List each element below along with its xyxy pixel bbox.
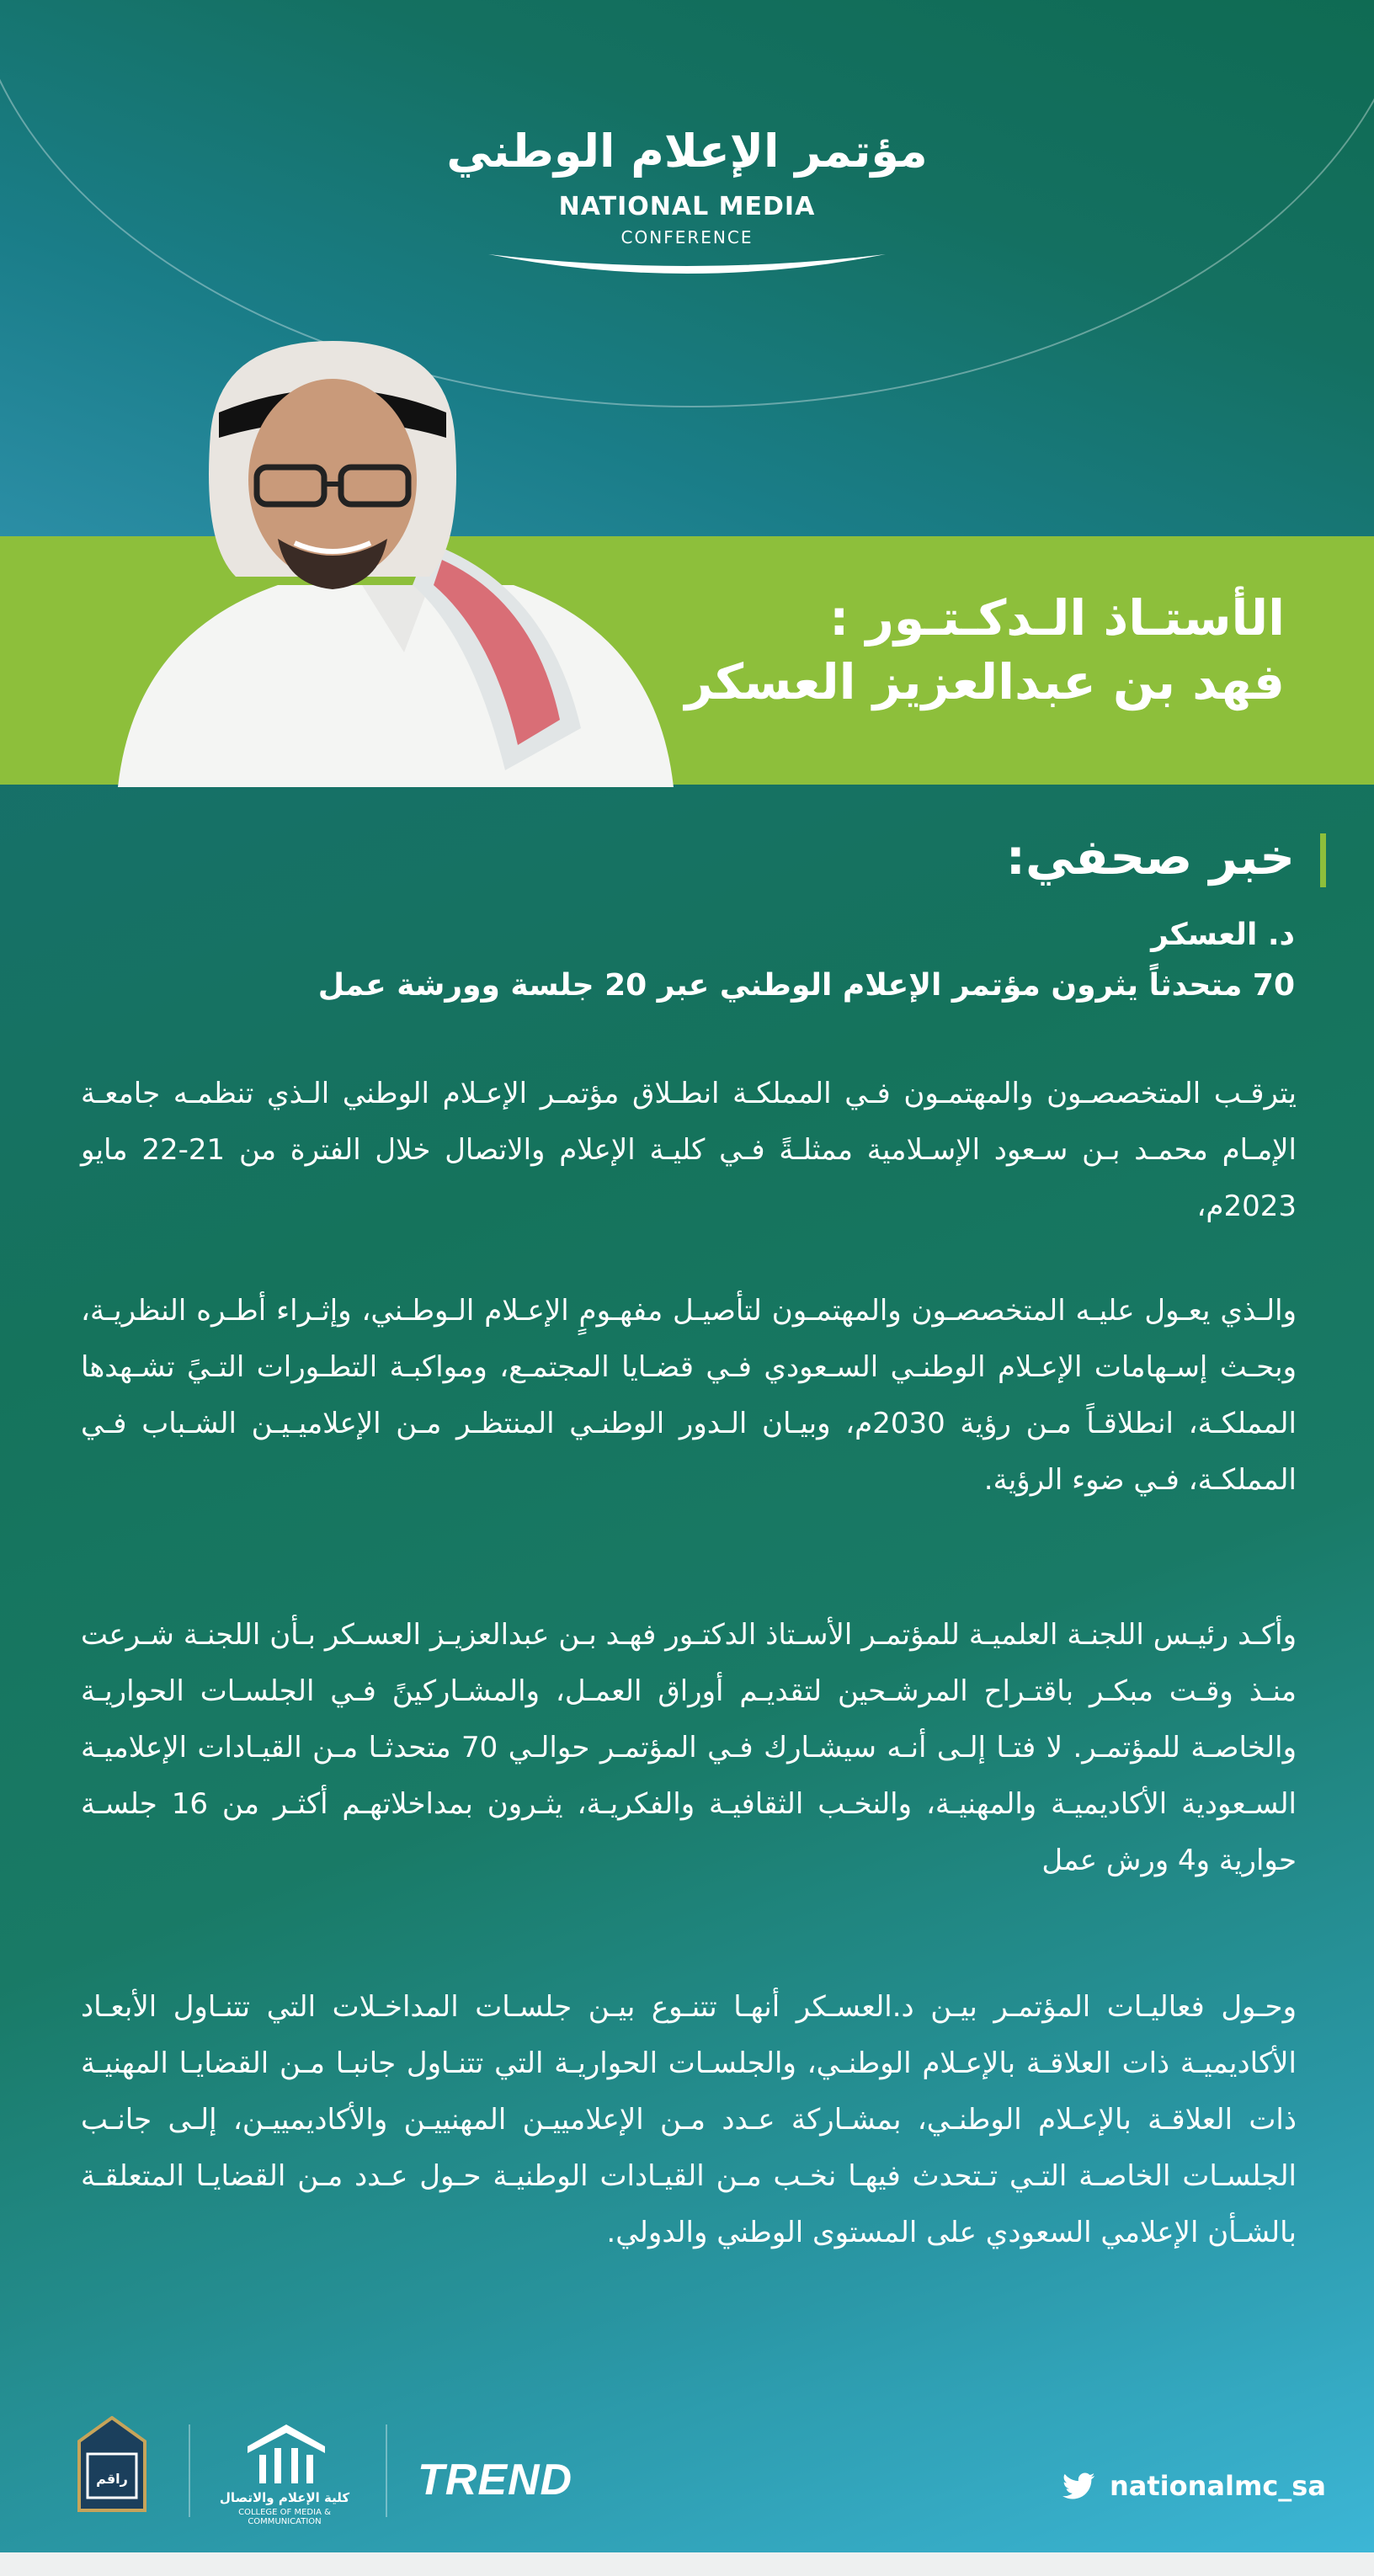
twitter-handle[interactable]: nationalmc_sa [1110,2470,1326,2502]
footer-divider [386,2424,387,2517]
section-accent-bar [1320,833,1326,887]
conference-logo-english-line2: CONFERENCE [620,227,754,247]
article-byline: د. العسكر [1151,918,1295,952]
article-paragraph: وحـول فعاليـات المؤتمـر بيـن د.العسـكر أنهـا تتنـوع بيـن جلسـات المداخـلات التي تتنـاول الأبعـاد الأكاديميـة ذات العلاقـة بالإعـلام الوطنـي، والجلسـات الحواريـة التي تتنـاول جانبـا مـن القضايـا المهنيـة ذات العلاقـة بالإعـلام الوطنـي، بمشـاركة عـدد مـن الإعلامييـن المهنييـن والأكاديمييـن، إلـى جانـب الجلسـات الخاصـة التـي تـتحدث فيهـا نخـب مـن القيـادات الوطنيـة حـول عـدد مـن القضايـا المتعلقـة بالشـأن الإعلامي السعودي على المستوى الوطني والدولي. [81,1990,1297,2249]
speaker-portrait [109,333,699,787]
speaker-name: فهد بن عبدالعزيز العسكر [684,653,1285,711]
university-emblem-icon [77,2416,146,2517]
college-logo-icon [244,2421,328,2488]
twitter-icon[interactable] [1062,2472,1096,2501]
brand-left-text: راقم [96,2471,128,2487]
trend-logo: TREND [418,2456,573,2504]
article-paragraph: والـذي يعـول عليـه المتخصصـون والمهتمـون لتأصيـل مفهـومٍ الإعـلام الـوطـني، وإثـراء أطـره النظريـة، وبحـث إسـهامات الإعـلام الوطنـي السـعودي فـي قضـايا المجتمـع، ومواكبـة التطـورات التـيً تشـهدها المملكـة، انطلاقـاً مـن رؤية 2030م، وبيـان الـدور الوطنـي المنتظـر مـن الإعلاميـيـن الشـباب فـي المملكـة، فـي ضوء الرؤية. [81,1294,1297,1497]
conference-logo-arabic: مؤتمر الإعلام الوطني [446,125,928,178]
section-title: خبر صحفي: [1005,828,1295,886]
logo-swoosh-icon [485,249,889,291]
article-paragraph: وأكـد رئيـس اللجنـة العلميـة للمؤتمـر الأسـتاذ الدكتـور فهـد بـن عبدالعزيـز العسـكر بـأن اللجنـة شـرعت منـذ وقـت مبكـر باقتـراح المرشـحين لتقديـم أوراق العمـل، والمشـاركينً فـي الجلسـات الحواريـة والخاصـة للمؤتمـر. لا فتـا إلـى أنـه سيشـارك فـي المؤتمـر حوالـي 70 متحدثـا مـن القيـادات الإعلاميـة السـعودية الأكاديميـة والمهنيـة، والنخـب الثقافيـة والفكريـة، يثـرون بمداخلاتهـم أكثـر من 16 جلسـة حوارية و4 ورش عمل [81,1618,1297,1877]
college-name-arabic: كلية الإعلام والاتصال [219,2490,350,2505]
speaker-title: الأستـاذ الـدكـتـور : [829,589,1285,647]
college-name-english: COLLEGE OF MEDIA & COMMUNICATION [238,2508,331,2526]
bottom-strip [0,2552,1374,2576]
article-headline: 70 متحدثاً يثرون مؤتمر الإعلام الوطني عبر 20 جلسة وورشة عمل [317,968,1295,1003]
footer-divider [189,2424,190,2517]
article-paragraph: يترقـب المتخصصـون والمهتمـون فـي المملكـة انطـلاق مؤتمـر الإعـلام الوطني الـذي تنظمـه جامعـة الإمـام محمـد بـن سـعود الإسـلامية ممثلـةً فـي كليـة الإعلام والاتصال خلال الفترة من 21-22 مايو 2023م، [81,1077,1297,1223]
conference-logo-english-line1: NATIONAL MEDIA [558,192,816,221]
